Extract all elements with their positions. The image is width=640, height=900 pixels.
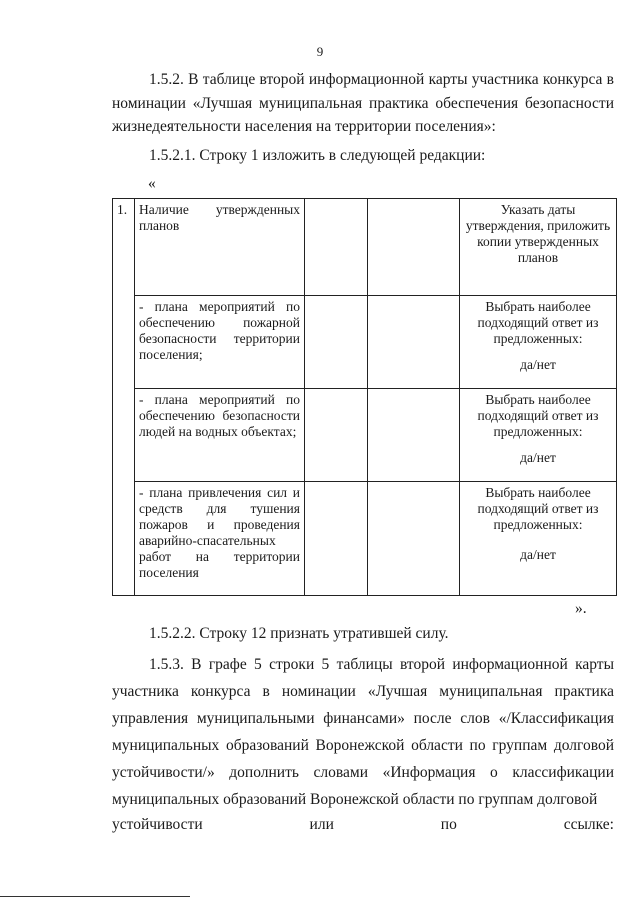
table-row [113, 199, 617, 296]
table-cell-empty [368, 389, 460, 482]
table-cell-empty [305, 482, 368, 596]
table-cell-empty [305, 389, 368, 482]
table-row [113, 482, 617, 596]
plans-table [112, 198, 617, 596]
opening-quote: « [148, 175, 156, 192]
table-cell-empty [305, 199, 368, 296]
answer-yes-no: да/нет [520, 450, 556, 465]
paragraph-1-5-2-1: 1.5.2.1. Строку 1 изложить в следующей редакции: [149, 147, 486, 164]
paragraph-1-5-3: 1.5.3. В графе 5 строки 5 таблицы второй информационной карты участника конкурса в номинации «Лучшая муниципальная практика управления муниципальными финансами» после слов «/Классификация муниципальных образований Воронежской области по группам долговой устойчивости/» дополнить словами «Информация о классификации муниципальных образований Воронежской области по группам долговой [112, 656, 614, 808]
table-cell-empty [368, 199, 460, 296]
answer-yes-no: да/нет [520, 357, 556, 372]
table-row [113, 389, 617, 482]
table-cell-name: - плана мероприятий по обеспечению безопасности людей на водных объектах; [135, 389, 305, 482]
row-number-cell: 1. [113, 199, 135, 596]
paragraph-1-5-2-2: 1.5.2.2. Строку 12 признать утратившей силу. [149, 625, 449, 642]
table-cell-name: - плана привлечения сил и средств для тушения пожаров и проведения аварийно-спасательных работ на территории поселения [135, 482, 305, 596]
table-cell-instruction: Выбрать наиболее подходящий ответ из предложенных: да/нет [460, 296, 617, 389]
table-cell-empty [305, 296, 368, 389]
footer-rule [0, 896, 190, 897]
table-cell-instruction: Выбрать наиболее подходящий ответ из предложенных: да/нет [460, 482, 617, 596]
page-number: 9 [316, 44, 324, 59]
table-cell-instruction: Указать даты утверждения, приложить копии утвержденных планов [460, 199, 617, 296]
table-cell-empty [368, 296, 460, 389]
closing-quote: ». [575, 600, 587, 617]
table-cell-name: Наличие утвержденных планов [135, 199, 305, 296]
table-cell-name: - плана мероприятий по обеспечению пожарной безопасности территории поселения; [135, 296, 305, 389]
table-cell-empty [368, 482, 460, 596]
paragraph-1-5-2: 1.5.2. В таблице второй информационной карты участника конкурса в номинации «Лучшая муниципальная практика обеспечения безопасности жизнедеятельности населения на территории поселения»: [112, 71, 614, 135]
table-cell-instruction: Выбрать наиболее подходящий ответ из предложенных: да/нет [460, 389, 617, 482]
paragraph-1-5-3-last-line: устойчивости или по ссылке: [112, 816, 614, 833]
answer-yes-no: да/нет [520, 547, 556, 562]
table-row [113, 296, 617, 389]
